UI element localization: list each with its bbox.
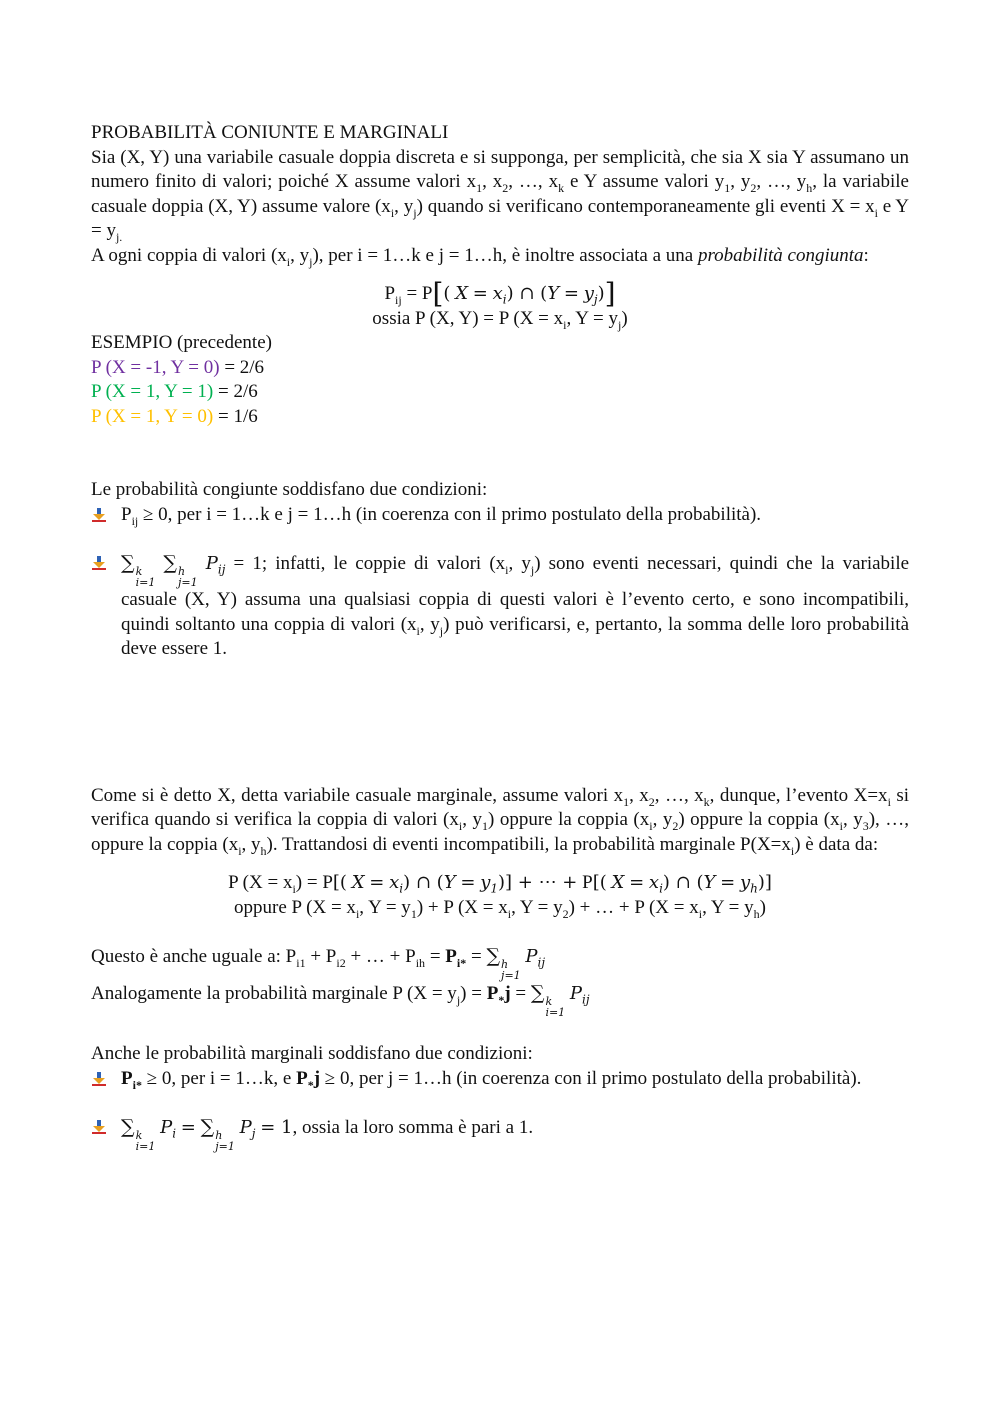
joint-conditions-heading: Le probabilità congiunte soddisfano due condizioni: <box>91 479 488 500</box>
example-row-1: P (X = -1, Y = 0) = 2/6 <box>91 356 265 378</box>
joint-formula: $P_{ij} = P$[( $X = x_i$) ∩ $(Y = y_j)$] <box>384 277 616 310</box>
example-row-3: P (X = 1, Y = 0) = 1/6 <box>91 405 258 427</box>
example-heading: ESEMPIO (precedente) <box>91 332 272 353</box>
joint-condition-1: $P_{ij} \ge 0$, per i = 1…k e j = 1…h (in coerenza con il primo postulato della probabilità). <box>91 503 909 528</box>
marginal-condition-1: $P_{i*} \ge 0$, per i = 1…k, e $P_*j \ge 0$, per j = 1…h (in coerenza con il primo postulato della probabilità). <box>91 1067 909 1092</box>
marginal-sum-col: Analogamente la probabilità marginale P $(X = y_j) = P_*j$ = ∑ k i=1 $P_{ij}$ <box>91 982 590 1019</box>
marginal-formula-alt: oppure P ($X = x_i$, $Y = y_1) + P$ ($X = x_i$, $Y = y_2$) + … + P ($X = x_i$, $Y = y_h$) <box>234 896 766 921</box>
joint-formula-alt: ossia P (X, Y) = P ($X = x_i$, $Y = y_j$) <box>372 307 628 332</box>
arrow-bullet-icon <box>92 1072 106 1086</box>
joint-probability-definition: A ogni coppia di valori ($x_i$, $y_j$), per i = 1…k e j = 1…h, è inoltre associata a una probabilità congiunta: <box>91 244 869 269</box>
marginal-formula: P $(X = x_i) = P$[( $X = x_i$) ∩ $(Y = y_1)$] + ⋯ + P[( $X = x_i$) ∩ $(Y = y_h)$] <box>228 872 772 896</box>
marginal-sum-row: Questo è anche uguale a: $P_{i1} + P_{i2}$ + … + $P_{ih} = P_{i*}$ = ∑ h j=1 $P_{ij}$ <box>91 945 546 982</box>
document-page <box>91 121 909 1152</box>
joint-condition-2: ∑ k i=1 ∑ h j=1 $P_{ij} = 1$; infatti, le coppie di valori ($x_i$, $y_j$) sono eventi necessari, quindi che la variabile casuale (X, Y) assuma una qualsiasi coppia di questi valori è l’evento certo, e sono incompatibili, quindi soltanto una coppia di valori ($x_i$, $y_j$) può verificarsi, e, pertanto, la somma delle loro probabilità deve essere 1. <box>91 551 909 662</box>
intro-paragraph: Sia (X, Y) una variabile casuale doppia discreta e si supponga, per semplicità, che sia X sia Y assumano un numero finito di valori; poiché X assume valori $x_1$, $x_2$, …, $x_k$ e Y assume valori $y_1$, $y_2$, …, $y_h$, la variabile casuale doppia (X, Y) assume valore ($x_i$, $y_j$) quando si verificano contemporaneamente gli eventi $X = x_i$ e $Y = y_{j.}$ <box>91 146 910 244</box>
arrow-bullet-icon <box>92 1120 106 1134</box>
arrow-bullet-icon <box>92 508 106 522</box>
arrow-bullet-icon <box>92 556 106 570</box>
marginal-condition-2: ∑ k i=1 $P_i$ = ∑ h j=1 $P_j = 1$, ossia la loro somma è pari a 1. <box>91 1115 909 1152</box>
marginal-conditions-heading: Anche le probabilità marginali soddisfano due condizioni: <box>91 1043 533 1064</box>
page-title: PROBABILITÀ CONIUNTE E MARGINALI <box>91 122 449 143</box>
example-row-2: P (X = 1, Y = 1) = 2/6 <box>91 381 258 402</box>
marginal-paragraph: Come si è detto X, detta variabile casuale marginale, assume valori $x_1$, $x_2$, …, $x_k$, dunque, l’evento $X=x_i$ si verifica quando si verifica la coppia di valori ($x_i$, $y_1$) oppure la coppia ($x_i$, $y_2$) oppure la coppia ($x_i$, $y_3$), …, oppure la coppia ($x_i$, $y_h$). Trattandosi di eventi incompatibili, la probabilità marginale $P(X=x_i)$ è data da: <box>91 784 910 858</box>
